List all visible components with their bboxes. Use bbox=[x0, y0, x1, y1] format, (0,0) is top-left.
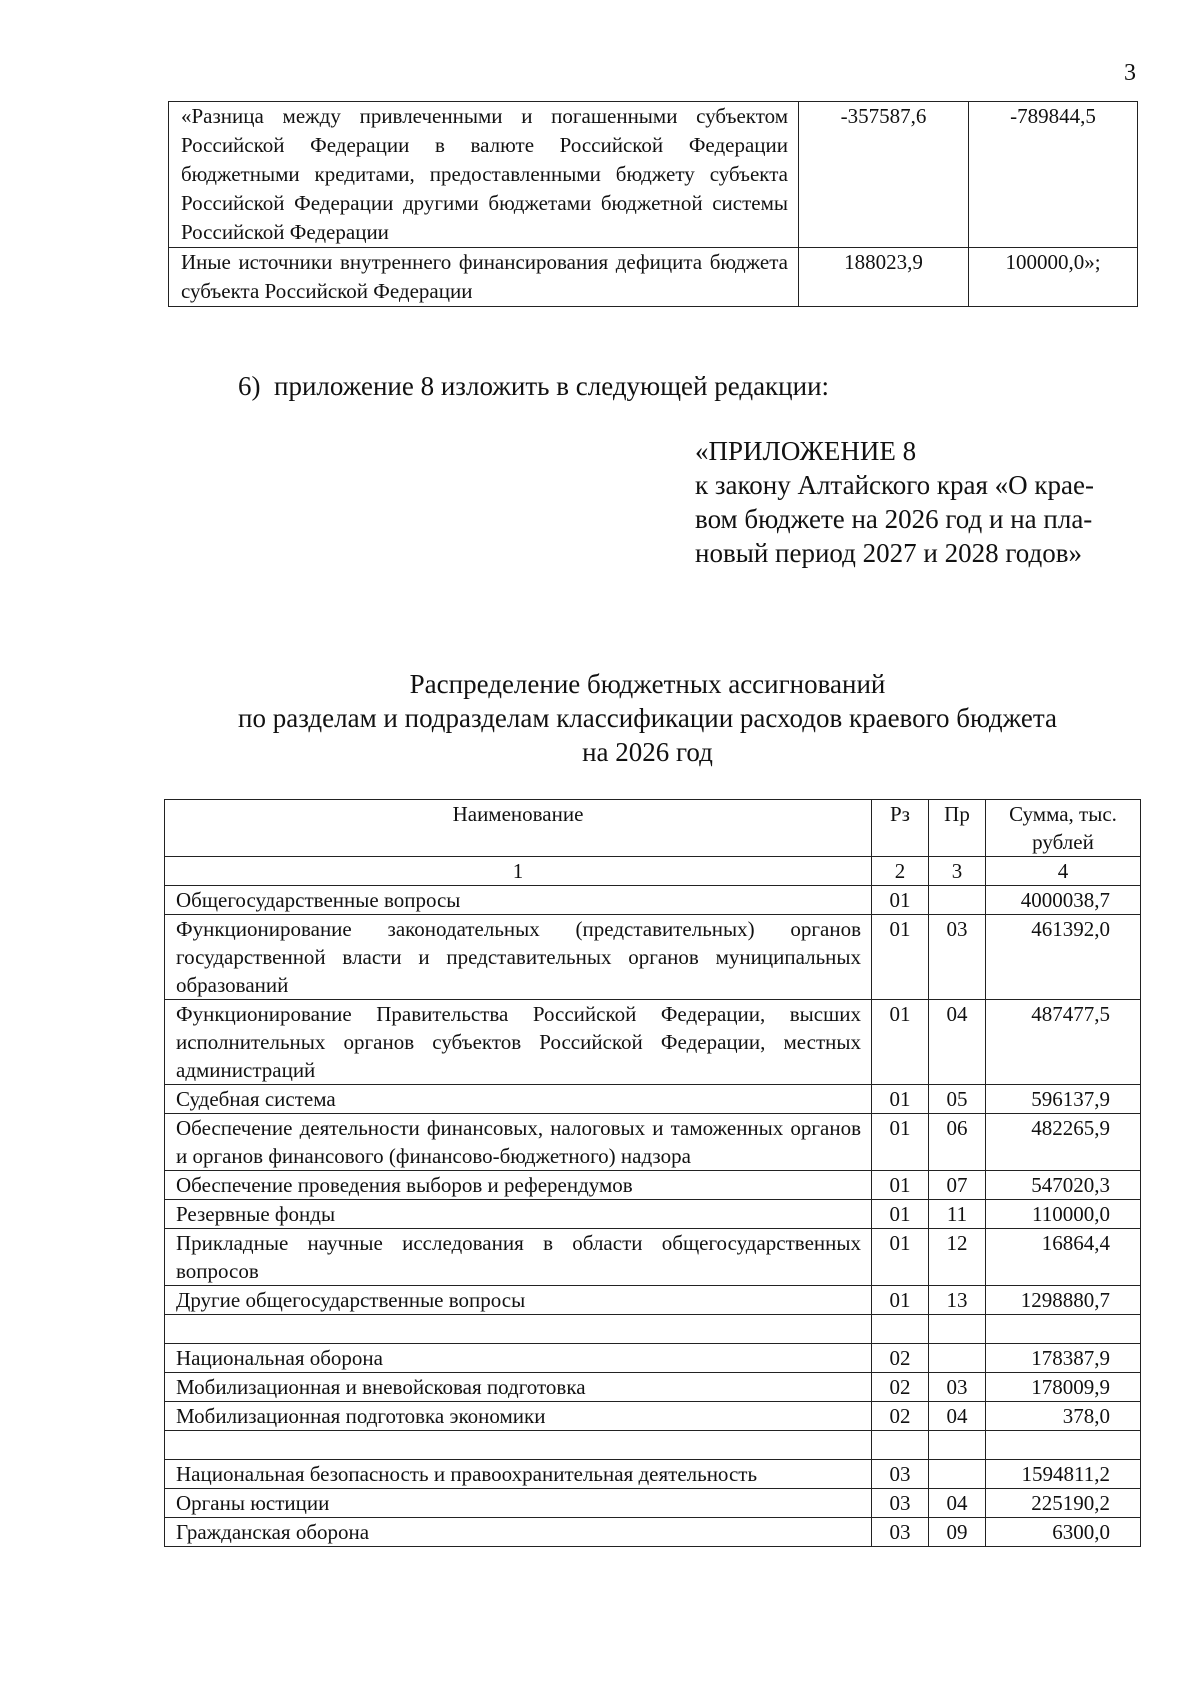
row-subsection-code bbox=[929, 1344, 986, 1373]
row-name: Гражданская оборона bbox=[165, 1518, 872, 1547]
row-subsection-code: 05 bbox=[929, 1085, 986, 1114]
appendix-line: вом бюджете на 2026 год и на пла- bbox=[695, 504, 1093, 534]
table-row bbox=[165, 1373, 1141, 1402]
row-amount: 482265,9 bbox=[986, 1114, 1141, 1171]
row-subsection-code: 03 bbox=[929, 1373, 986, 1402]
row-subsection-code: 04 bbox=[929, 1000, 986, 1085]
table-row bbox=[165, 1200, 1141, 1229]
table-row bbox=[165, 1344, 1141, 1373]
row-amount: 378,0 bbox=[986, 1402, 1141, 1431]
numbering-cell: 4 bbox=[986, 857, 1141, 886]
row-amount: 1594811,2 bbox=[986, 1460, 1141, 1489]
row-section-code: 01 bbox=[872, 1000, 929, 1085]
table-row bbox=[165, 1286, 1141, 1315]
row-name: Судебная система bbox=[165, 1085, 872, 1114]
financing-sources-table bbox=[168, 101, 1138, 307]
row-subsection-code bbox=[929, 1431, 986, 1460]
row-section-code: 01 bbox=[872, 1085, 929, 1114]
header-rz: Рз bbox=[872, 800, 929, 857]
numbering-cell: 2 bbox=[872, 857, 929, 886]
row-amount: 1298880,7 bbox=[986, 1286, 1141, 1315]
appendix-line: «ПРИЛОЖЕНИЕ 8 bbox=[695, 436, 917, 466]
row-name bbox=[165, 1315, 872, 1344]
row-section-code: 01 bbox=[872, 886, 929, 915]
row-name: Национальная оборона bbox=[165, 1344, 872, 1373]
row-subsection-code: 12 bbox=[929, 1229, 986, 1286]
row-name: Иные источники внутреннего финансирования дефицита бюджета субъекта Российской Федерации bbox=[169, 248, 799, 307]
row-name: Мобилизационная и вневойсковая подготовка bbox=[165, 1373, 872, 1402]
row-subsection-code: 07 bbox=[929, 1171, 986, 1200]
table-row bbox=[165, 1229, 1141, 1286]
row-subsection-code: 13 bbox=[929, 1286, 986, 1315]
row-amount: 547020,3 bbox=[986, 1171, 1141, 1200]
row-subsection-code bbox=[929, 1460, 986, 1489]
row-section-code: 03 bbox=[872, 1518, 929, 1547]
table-header-row bbox=[165, 800, 1141, 857]
row-section-code: 01 bbox=[872, 1200, 929, 1229]
table-row bbox=[169, 248, 1138, 307]
header-sum: Сумма, тыс. рублей bbox=[986, 800, 1141, 857]
table-row bbox=[165, 1431, 1141, 1460]
row-subsection-code: 03 bbox=[929, 915, 986, 1000]
header-name: Наименование bbox=[165, 800, 872, 857]
row-section-code: 01 bbox=[872, 915, 929, 1000]
row-name: Органы юстиции bbox=[165, 1489, 872, 1518]
row-amount: 225190,2 bbox=[986, 1489, 1141, 1518]
appendix-heading bbox=[695, 434, 1135, 570]
row-section-code bbox=[872, 1315, 929, 1344]
table-row bbox=[165, 1000, 1141, 1085]
row-amount bbox=[986, 1315, 1141, 1344]
row-section-code bbox=[872, 1431, 929, 1460]
row-name: Общегосударственные вопросы bbox=[165, 886, 872, 915]
table-row bbox=[165, 1114, 1141, 1171]
appendix-line: новый период 2027 и 2028 годов» bbox=[695, 538, 1082, 568]
table-row bbox=[165, 1085, 1141, 1114]
row-name: Прикладные научные исследования в области общегосударственных вопросов bbox=[165, 1229, 872, 1286]
numbering-cell: 1 bbox=[165, 857, 872, 886]
table-numbering-row bbox=[165, 857, 1141, 886]
row-subsection-code: 11 bbox=[929, 1200, 986, 1229]
table-row bbox=[165, 1315, 1141, 1344]
title-line: Распределение бюджетных ассигнований bbox=[409, 669, 886, 699]
title-line: на 2026 год bbox=[582, 737, 713, 767]
row-value-2027: 100000,0»; bbox=[969, 248, 1138, 307]
row-name: Обеспечение проведения выборов и референдумов bbox=[165, 1171, 872, 1200]
row-amount: 461392,0 bbox=[986, 915, 1141, 1000]
row-amount: 6300,0 bbox=[986, 1518, 1141, 1547]
row-name: Национальная безопасность и правоохранительная деятельность bbox=[165, 1460, 872, 1489]
title-line: по разделам и подразделам классификации расходов краевого бюджета bbox=[238, 703, 1057, 733]
budget-allocation-table bbox=[164, 799, 1141, 1547]
row-amount bbox=[986, 1431, 1141, 1460]
row-name: «Разница между привлеченными и погашенными субъектом Российской Федерации в валюте Российской Федерации бюджетными кредитами, предоставленными бюджету субъекта Российской Федерации другими бюджетами бюджетной системы Российской Федерации bbox=[169, 102, 799, 248]
row-subsection-code: 04 bbox=[929, 1489, 986, 1518]
header-pr: Пр bbox=[929, 800, 986, 857]
row-name: Функционирование Правительства Российской Федерации, высших исполнительных органов субъектов Российской Федерации, местных администраций bbox=[165, 1000, 872, 1085]
row-name: Резервные фонды bbox=[165, 1200, 872, 1229]
row-amount: 16864,4 bbox=[986, 1229, 1141, 1286]
row-value-2027: -789844,5 bbox=[969, 102, 1138, 248]
table-row bbox=[165, 1402, 1141, 1431]
row-section-code: 02 bbox=[872, 1402, 929, 1431]
table-row bbox=[169, 102, 1138, 248]
row-amount: 178387,9 bbox=[986, 1344, 1141, 1373]
table-row bbox=[165, 1489, 1141, 1518]
instruction-text: 6) приложение 8 изложить в следующей редакции: bbox=[238, 371, 830, 401]
row-name: Обеспечение деятельности финансовых, налоговых и таможенных органов и органов финансового (финансово-бюджетного) надзора bbox=[165, 1114, 872, 1171]
row-amount: 4000038,7 bbox=[986, 886, 1141, 915]
page-number: 3 bbox=[1124, 60, 1136, 86]
table-row bbox=[165, 1171, 1141, 1200]
table-row bbox=[165, 886, 1141, 915]
row-value-2026: -357587,6 bbox=[799, 102, 969, 248]
table-row bbox=[165, 1460, 1141, 1489]
row-subsection-code bbox=[929, 1315, 986, 1344]
row-subsection-code: 06 bbox=[929, 1114, 986, 1171]
document-title bbox=[0, 667, 1200, 769]
row-amount: 487477,5 bbox=[986, 1000, 1141, 1085]
row-amount: 596137,9 bbox=[986, 1085, 1141, 1114]
row-subsection-code bbox=[929, 886, 986, 915]
row-section-code: 02 bbox=[872, 1373, 929, 1402]
row-section-code: 01 bbox=[872, 1171, 929, 1200]
row-name bbox=[165, 1431, 872, 1460]
row-section-code: 01 bbox=[872, 1114, 929, 1171]
row-section-code: 02 bbox=[872, 1344, 929, 1373]
row-name: Мобилизационная подготовка экономики bbox=[165, 1402, 872, 1431]
appendix-line: к закону Алтайского края «О крае- bbox=[695, 470, 1094, 500]
row-name: Другие общегосударственные вопросы bbox=[165, 1286, 872, 1315]
row-section-code: 01 bbox=[872, 1229, 929, 1286]
table-row bbox=[165, 915, 1141, 1000]
row-subsection-code: 09 bbox=[929, 1518, 986, 1547]
row-section-code: 03 bbox=[872, 1489, 929, 1518]
table-row bbox=[165, 1518, 1141, 1547]
row-value-2026: 188023,9 bbox=[799, 248, 969, 307]
numbering-cell: 3 bbox=[929, 857, 986, 886]
row-section-code: 03 bbox=[872, 1460, 929, 1489]
row-amount: 178009,9 bbox=[986, 1373, 1141, 1402]
row-subsection-code: 04 bbox=[929, 1402, 986, 1431]
row-amount: 110000,0 bbox=[986, 1200, 1141, 1229]
row-section-code: 01 bbox=[872, 1286, 929, 1315]
row-name: Функционирование законодательных (представительных) органов государственной власти и представительных органов муниципальных образований bbox=[165, 915, 872, 1000]
